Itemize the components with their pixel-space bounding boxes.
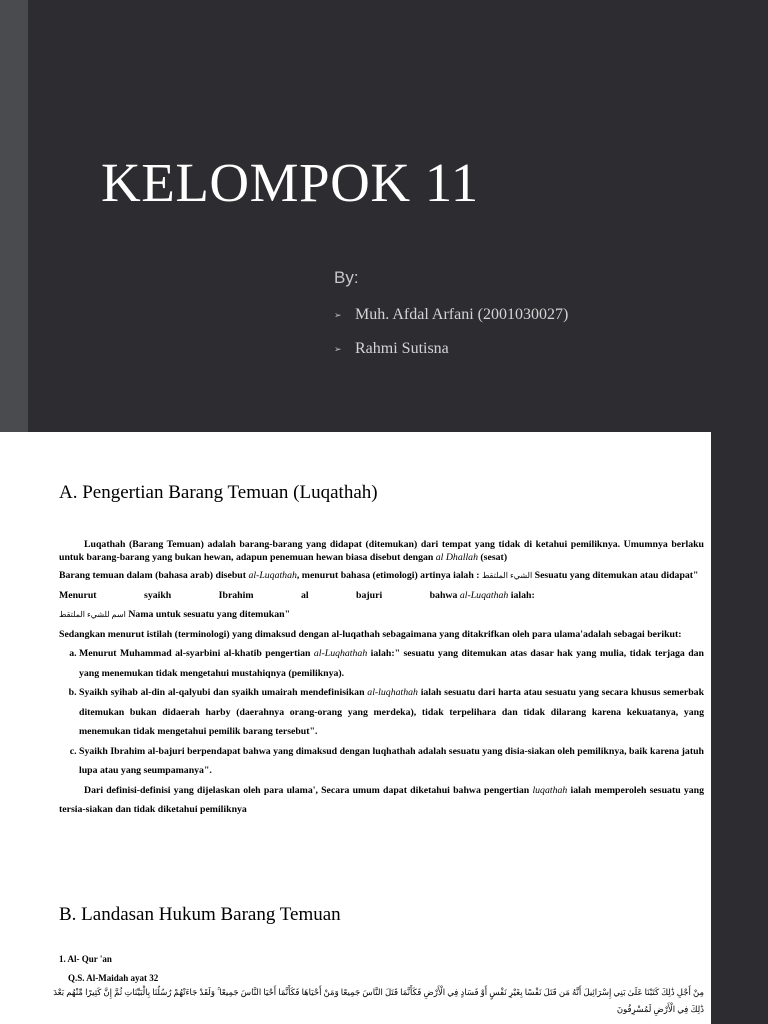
paragraph-bajuri [59, 586, 704, 625]
term: al-Luqathah [459, 589, 509, 601]
text: ialah: [510, 589, 535, 601]
section-heading-b: B. Landasan Hukum Barang Temuan [59, 904, 341, 925]
arabic-term: الشيء الملتقط [481, 571, 533, 580]
text: Sesuatu yang ditemukan atau didapat" [534, 570, 699, 581]
paragraph-terminology: Sedangkan menurut istilah (terminologi) yang dimaksud dengan al-luqathah sebagaimana yang ditakrifkan oleh para ulama'adalah sebagai berikut: [59, 628, 682, 640]
reference-block [59, 950, 158, 988]
text: Syaikh syihab al-din al-qalyubi dan syaikh umairah mendefinisikan [79, 687, 365, 698]
text: , menurut bahasa (etimologi) artinya ialah : [296, 570, 480, 581]
text: Nama untuk sesuatu yang ditemukan" [128, 609, 291, 620]
text: ialah:" sesuatu yang ditemukan atas dasar hak yang mulia, tidak terjaga dan yang menemukan tidak mengetahui mustahiqnya (pemiliknya). [79, 648, 705, 679]
conclusion-paragraph [59, 781, 704, 820]
document-body [59, 538, 704, 820]
reference-source: 1. Al- Qur 'an [59, 954, 112, 964]
slide-title: KELOMPOK 11 [101, 152, 479, 213]
author-item [334, 298, 568, 332]
text: Dari definisi-definisi yang dijelaskan oleh para ulama', Secara umum dapat diketahui bahwa pengertian [84, 784, 530, 796]
intro-paragraph [59, 538, 704, 564]
intro-text: Luqathah (Barang Temuan) adalah barang-barang yang didapat (ditemukan) dari tempat yang tidak di ketahui pemiliknya. Umumnya berlaku untuk barang-barang yang bukan hewan, adapun penemuan hewan biasa disebut dengan [59, 539, 704, 563]
author-item [334, 332, 568, 366]
term: al-luqhathah [367, 687, 418, 698]
text: Barang temuan dalam (bahasa arab) disebut [59, 570, 246, 581]
list-item [79, 742, 704, 781]
quran-verse: مِنْ أَجْلِ ذَٰلِكَ كَتَبْنَا عَلَىٰ بَنِي إِسْرَائِيلَ أَنَّهُ مَن قَتَلَ نَفْسًا بِغَيْرِ نَفْسٍ أَوْ فَسَادٍ فِي الْأَرْضِ فَكَأَنَّمَا قَتَلَ النَّاسَ جَمِيعًا وَمَنْ أَحْيَاهَا فَكَأَنَّمَا أَحْيَا النَّاسَ جَمِيعًا ۚ وَلَقَدْ جَاءَتْهُمْ رُسُلُنَا بِالْبَيِّنَاتِ ثُمَّ إِنَّ كَثِيرًا مِّنْهُم بَعْدَ ذَٰلِكَ فِي الْأَرْضِ لَمُسْرِفُونَ [53, 987, 704, 1014]
paragraph-etymology [59, 566, 704, 586]
intro-term: al Dhallah [435, 552, 478, 563]
list-item [79, 644, 704, 683]
slide-right-strip [711, 432, 768, 1024]
text: Menurut Muhammad al-syarbini al-khatib pengertian [79, 648, 311, 659]
byline-label: By: [334, 268, 359, 287]
arrow-bullet-icon: ➢ [334, 344, 342, 354]
document-page [0, 432, 711, 1024]
term: al-Luqhathah [313, 648, 368, 659]
text: Syaikh Ibrahim al-bajuri berpendapat bahwa yang dimaksud dengan luqhathah adalah sesuatu yang disia-siakan oleh pemiliknya, baik karena jatuh lupa atau yang seumpamanya". [79, 745, 704, 776]
arabic-term: اسم للشيء الملتقط [59, 610, 126, 619]
text: ialah memperoleh sesuatu yang tersia-siakan dan tidak diketahui pemiliknya [59, 784, 704, 815]
text: ialah sesuatu dari harta atau sesuatu yang secara khusus semerbak ditemukan bukan didaerah harby (daerahnya orang-orang yang merdeka), tidak terpelihara dan tidak dilarang karena kekuatanya, yang menemukan tidak mengetahui pemilik barang tersebut". [79, 687, 705, 737]
definition-list [59, 644, 704, 781]
term: al-Luqathah [248, 570, 297, 581]
list-item [79, 683, 704, 742]
term: luqathah [532, 784, 568, 796]
arrow-bullet-icon: ➢ [334, 310, 342, 320]
author-name: Muh. Afdal Arfani (2001030027) [355, 306, 569, 323]
author-name: Rahmi Sutisna [355, 340, 449, 357]
slide-side-bar [0, 0, 28, 432]
author-list [334, 298, 568, 366]
text: Menurut syaikh Ibrahim al bajuri bahwa [59, 589, 458, 601]
intro-tail: (sesat) [480, 552, 508, 563]
section-heading-a: A. Pengertian Barang Temuan (Luqathah) [59, 482, 378, 503]
reference-verse-label: Q.S. Al-Maidah ayat 32 [68, 973, 159, 983]
